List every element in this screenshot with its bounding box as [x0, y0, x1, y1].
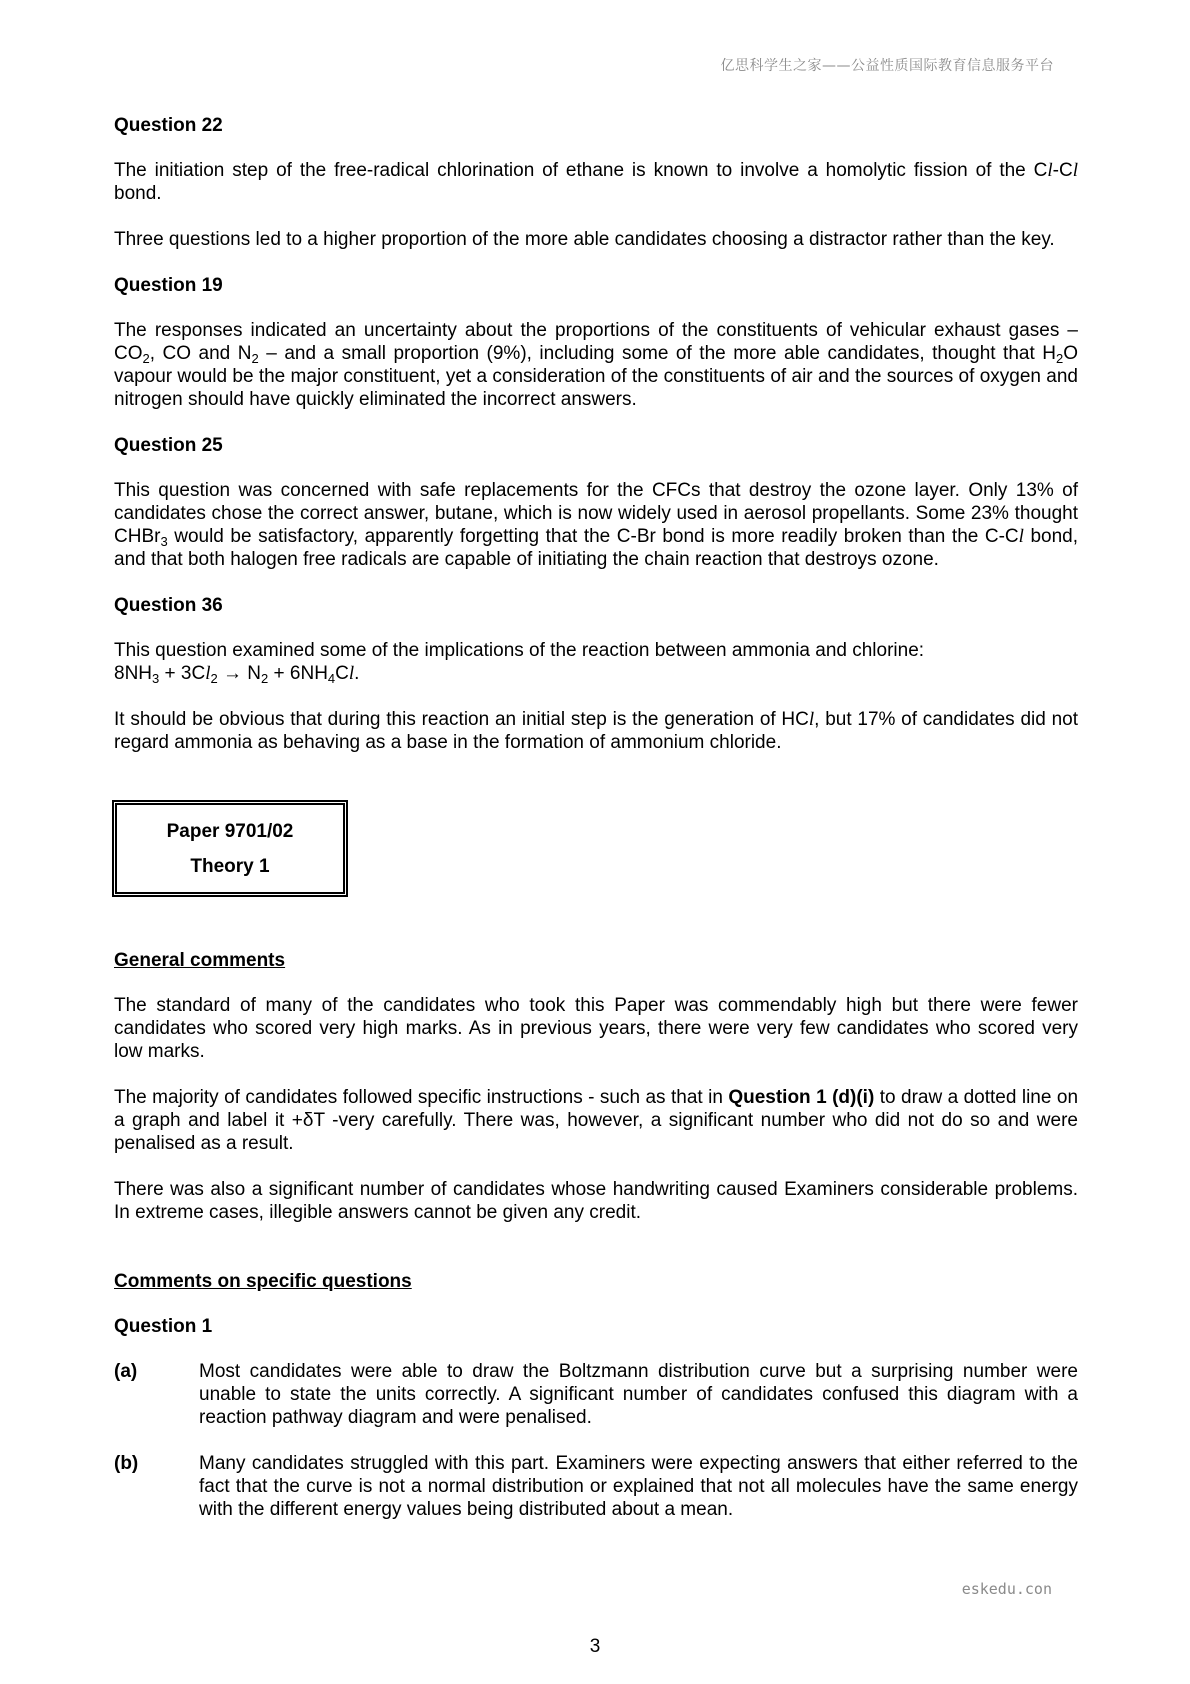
item-text: Many candidates struggled with this part. Examiners were expecting answers that either referred to the fact that the curve is not a normal distribution or explained that not all molecules have the same energy with the different energy values being distributed about a mean.	[199, 1453, 1078, 1520]
general-comments-p1: The standard of many of the candidates who took this Paper was commendably high but there were fewer candidates who scored very high marks. As in previous years, there were very few candidates who scored very low marks.	[114, 995, 1078, 1062]
general-comments-p3: There was also a significant number of candidates whose handwriting caused Examiners considerable problems. In extreme cases, illegible answers cannot be given any credit.	[114, 1179, 1078, 1223]
list-item	[114, 1452, 1078, 1521]
paper-number: Paper 9701/02	[166, 821, 294, 842]
question-25-text: This question was concerned with safe replacements for the CFCs that destroy the ozone layer. Only 13% of candidates chose the correct answer, butane, which is now widely used in aerosol propellants. Some 23% thought CHBr$_3$ would be satisfactory, apparently forgetting that the C-Br bond is more readily broken than the C-Cl bond, and that both halogen free radicals are capable of initiating the chain reaction that destroys ozone.	[114, 480, 1079, 570]
question-36-text: This question examined some of the implications of the reaction between ammonia and chlorine: $8NH_3 + 3Cl_2 \to N_2 + 6NH_4Cl$.	[114, 640, 925, 686]
paper-title-box	[112, 800, 348, 897]
item-label: (a)	[114, 1361, 138, 1382]
general-comments-p2: The majority of candidates followed specific instructions - such as that in Question 1 (d)(i) to draw a dotted line on a graph and label it +δT -very carefully. There was, however, a significant number who did not do so and were penalised as a result.	[114, 1087, 1079, 1154]
general-comments-title: General comments	[114, 950, 286, 971]
specific-comments-title: Comments on specific questions	[114, 1271, 412, 1292]
item-text: Most candidates were able to draw the Boltzmann distribution curve but a surprising number were unable to state the units correctly. A significant number of candidates confused this diagram with a reaction pathway diagram and were penalised.	[199, 1361, 1078, 1428]
page-number: 3	[589, 1636, 601, 1657]
question-22-heading: Question 22	[114, 115, 223, 136]
reaction-equation: $8NH_3 + 3Cl_2 \to N_2 + 6NH_4Cl$.	[114, 663, 360, 686]
footer-watermark: eskedu.con	[961, 1580, 1052, 1598]
paper-subtitle: Theory 1	[190, 856, 270, 877]
page-content	[114, 114, 1078, 1544]
header-watermark: 亿思科学生之家——公益性质国际教育信息服务平台	[720, 58, 1054, 74]
intro-paragraph: Three questions led to a higher proportion of the more able candidates choosing a distractor rather than the key.	[114, 229, 1055, 250]
question-1-heading: Question 1	[114, 1316, 213, 1337]
question-19-text: The responses indicated an uncertainty about the proportions of the constituents of vehicular exhaust gases – $CO_2$, CO and $N_2$ – and a small proportion (9%), including some of the more able candidates, thought that $H_2O$ vapour would be the major constituent, yet a consideration of the constituents of air and the sources of oxygen and nitrogen should have quickly eliminated the incorrect answers.	[114, 320, 1078, 410]
item-label: (b)	[114, 1453, 139, 1474]
question-19-heading: Question 19	[114, 275, 223, 296]
question-36-followup: It should be obvious that during this reaction an initial step is the generation of HCl, but 17% of candidates did not regard ammonia as behaving as a base in the formation of ammonium chloride.	[114, 709, 1078, 753]
list-item	[114, 1360, 1078, 1429]
question-36-heading: Question 36	[114, 595, 223, 616]
question-22-text: The initiation step of the free-radical chlorination of ethane is known to involve a homolytic fission of the Cl-Cl bond.	[114, 160, 1078, 204]
question-25-heading: Question 25	[114, 435, 223, 456]
